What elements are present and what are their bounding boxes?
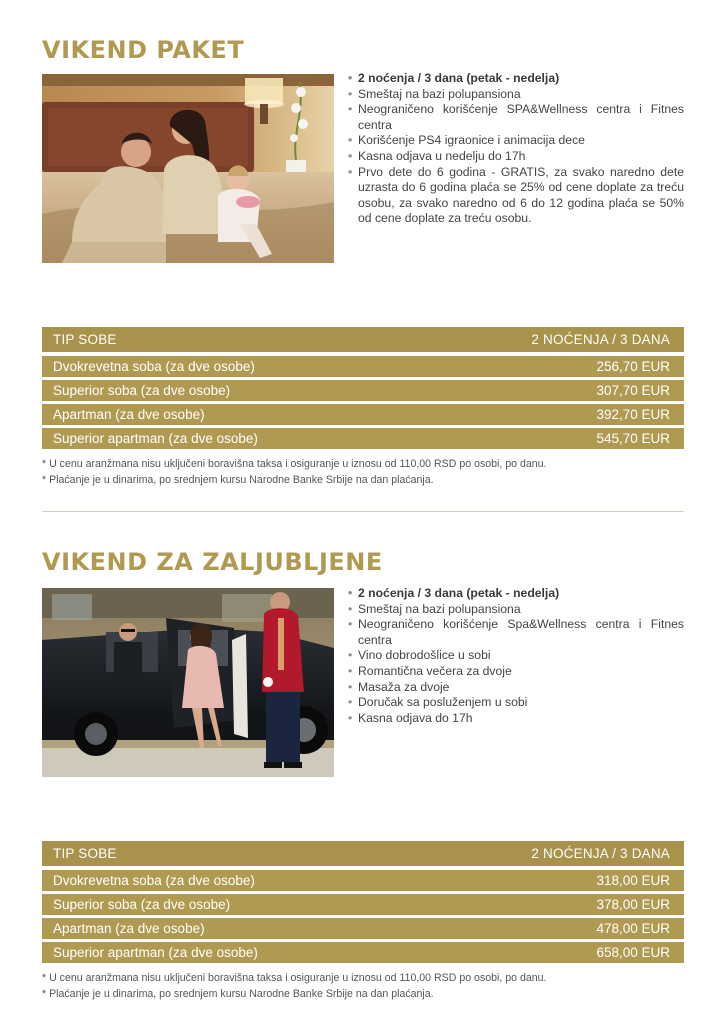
feature-list <box>348 71 684 227</box>
footnote: * Plaćanje je u dinarima, po srednjem kursu Narodne Banke Srbije na dan plaćanja. <box>42 473 434 486</box>
table-header <box>42 327 684 352</box>
feature-item: • Doručak sa posluženjem u sobi <box>348 695 684 711</box>
price-table <box>42 327 684 452</box>
family-in-bathrobes-illustration <box>42 74 334 263</box>
footnotes <box>42 971 692 1002</box>
package-title: VIKEND ZA ZALJUBLJENE <box>42 548 383 576</box>
feature-item: • Romantična večera za dvoje <box>348 664 684 680</box>
footnote: * Plaćanje je u dinarima, po srednjem kursu Narodne Banke Srbije na dan plaćanja. <box>42 987 434 1000</box>
room-type: Apartman (za dve osobe) <box>53 921 205 936</box>
section-divider <box>42 511 684 512</box>
room-type: Apartman (za dve osobe) <box>53 407 205 422</box>
table-row <box>42 356 684 377</box>
room-type: Dvokrevetna soba (za dve osobe) <box>53 873 255 888</box>
feature-item: • Prvo dete do 6 godina - GRATIS, za svako naredno dete uzrasta do 6 godina plaća se 25% od cene doplate za treću osobu, za svako naredno od 6 do 12 godina plaća se 50% od cene doplate za treću osobu. <box>348 165 684 227</box>
family-photo <box>42 74 334 263</box>
feature-item: • Smeštaj na bazi polupansiona <box>348 602 684 618</box>
feature-item: • Smeštaj na bazi polupansiona <box>348 87 684 103</box>
header-room-type: TIP SOBE <box>53 332 117 347</box>
table-row <box>42 380 684 401</box>
header-room-type: TIP SOBE <box>53 846 117 861</box>
price-table <box>42 841 684 966</box>
table-header <box>42 841 684 866</box>
table-row <box>42 404 684 425</box>
header-duration: 2 NOĆENJA / 3 DANA <box>531 332 670 347</box>
room-price: 392,70 EUR <box>596 407 670 422</box>
room-type: Superior apartman (za dve osobe) <box>53 431 258 446</box>
table-row <box>42 942 684 963</box>
couple-limousine-photo <box>42 588 334 777</box>
table-row <box>42 870 684 891</box>
footnotes <box>42 457 692 488</box>
room-price: 378,00 EUR <box>596 897 670 912</box>
package-title: VIKEND PAKET <box>42 36 245 64</box>
room-price: 658,00 EUR <box>596 945 670 960</box>
feature-item: • Korišćenje PS4 igraonice i animacija dece <box>348 133 684 149</box>
table-row <box>42 894 684 915</box>
table-row <box>42 918 684 939</box>
footnote: * U cenu aranžmana nisu uključeni boravišna taksa i osiguranje u iznosu od 110,00 RSD po osobi, po danu. <box>42 458 547 470</box>
couple-limousine-illustration <box>42 588 334 777</box>
feature-item: • Kasna odjava u nedelju do 17h <box>348 149 684 165</box>
feature-list <box>348 586 684 726</box>
room-price: 256,70 EUR <box>596 359 670 374</box>
room-price: 478,00 EUR <box>596 921 670 936</box>
room-type: Superior soba (za dve osobe) <box>53 383 231 398</box>
feature-item: • Vino dobrodošlice u sobi <box>348 648 684 664</box>
room-type: Superior apartman (za dve osobe) <box>53 945 258 960</box>
feature-item: • Masaža za dvoje <box>348 680 684 696</box>
room-price: 307,70 EUR <box>596 383 670 398</box>
feature-item: • 2 noćenja / 3 dana (petak - nedelja) <box>348 586 684 602</box>
room-price: 318,00 EUR <box>596 873 670 888</box>
table-row <box>42 428 684 449</box>
room-price: 545,70 EUR <box>596 431 670 446</box>
feature-item: • Neograničeno korišćenje SPA&Wellness centra i Fitnes centra <box>348 102 684 133</box>
feature-item: • 2 noćenja / 3 dana (petak - nedelja) <box>348 71 684 87</box>
feature-item: • Neograničeno korišćenje Spa&Wellness centra i Fitnes centra <box>348 617 684 648</box>
room-type: Superior soba (za dve osobe) <box>53 897 231 912</box>
room-type: Dvokrevetna soba (za dve osobe) <box>53 359 255 374</box>
feature-item: • Kasna odjava do 17h <box>348 711 684 727</box>
header-duration: 2 NOĆENJA / 3 DANA <box>531 846 670 861</box>
footnote: * U cenu aranžmana nisu uključeni boravišna taksa i osiguranje u iznosu od 110,00 RSD po osobi, po danu. <box>42 972 547 984</box>
